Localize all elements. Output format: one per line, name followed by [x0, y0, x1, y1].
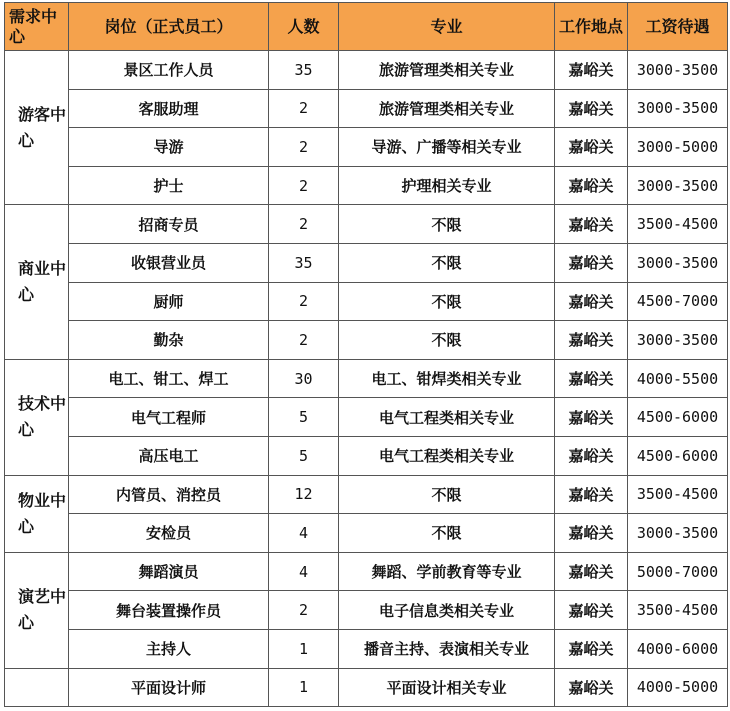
header-major: 专业 — [339, 3, 555, 51]
position-cell: 勤杂 — [69, 321, 269, 360]
location-cell: 嘉峪关 — [555, 591, 628, 630]
count-cell: 5 — [269, 398, 339, 437]
table-row — [5, 321, 728, 360]
salary-cell: 3500-4500 — [628, 205, 728, 244]
table-row — [5, 668, 728, 707]
table-row — [5, 282, 728, 321]
location-cell: 嘉峪关 — [555, 321, 628, 360]
salary-cell: 3000-5000 — [628, 128, 728, 167]
location-cell: 嘉峪关 — [555, 398, 628, 437]
count-cell: 35 — [269, 243, 339, 282]
position-cell: 厨师 — [69, 282, 269, 321]
major-cell: 不限 — [339, 282, 555, 321]
count-cell: 2 — [269, 205, 339, 244]
count-cell: 5 — [269, 436, 339, 475]
location-cell: 嘉峪关 — [555, 668, 628, 707]
major-cell: 电气工程类相关专业 — [339, 436, 555, 475]
table-row — [5, 552, 728, 591]
position-cell: 收银营业员 — [69, 243, 269, 282]
center-cell: 物业中心 — [5, 475, 69, 552]
salary-cell: 4000-6000 — [628, 629, 728, 668]
count-cell: 2 — [269, 89, 339, 128]
location-cell: 嘉峪关 — [555, 205, 628, 244]
position-cell: 内管员、消控员 — [69, 475, 269, 514]
position-cell: 电工、钳工、焊工 — [69, 359, 269, 398]
center-cell: 演艺中心 — [5, 552, 69, 668]
location-cell: 嘉峪关 — [555, 359, 628, 398]
header-salary: 工资待遇 — [628, 3, 728, 51]
location-cell: 嘉峪关 — [555, 128, 628, 167]
salary-cell: 3000-3500 — [628, 321, 728, 360]
position-cell: 高压电工 — [69, 436, 269, 475]
major-cell: 播音主持、表演相关专业 — [339, 629, 555, 668]
major-cell: 不限 — [339, 205, 555, 244]
count-cell: 12 — [269, 475, 339, 514]
salary-cell: 5000-7000 — [628, 552, 728, 591]
table-row — [5, 514, 728, 553]
position-cell: 主持人 — [69, 629, 269, 668]
major-cell: 电气工程类相关专业 — [339, 398, 555, 437]
major-cell: 不限 — [339, 475, 555, 514]
location-cell: 嘉峪关 — [555, 166, 628, 205]
count-cell: 1 — [269, 668, 339, 707]
count-cell: 2 — [269, 321, 339, 360]
salary-cell: 3500-4500 — [628, 591, 728, 630]
center-cell: 游客中心 — [5, 51, 69, 205]
table-row — [5, 128, 728, 167]
table-row — [5, 243, 728, 282]
salary-cell: 4500-6000 — [628, 398, 728, 437]
major-cell: 平面设计相关专业 — [339, 668, 555, 707]
salary-cell: 4500-7000 — [628, 282, 728, 321]
salary-cell: 3500-4500 — [628, 475, 728, 514]
location-cell: 嘉峪关 — [555, 552, 628, 591]
recruitment-table — [4, 2, 728, 707]
salary-cell: 4000-5500 — [628, 359, 728, 398]
location-cell: 嘉峪关 — [555, 51, 628, 90]
position-cell: 电气工程师 — [69, 398, 269, 437]
position-cell: 舞蹈演员 — [69, 552, 269, 591]
center-cell — [5, 668, 69, 707]
header-row — [5, 3, 728, 51]
location-cell: 嘉峪关 — [555, 629, 628, 668]
center-cell: 商业中心 — [5, 205, 69, 359]
table-row — [5, 475, 728, 514]
major-cell: 护理相关专业 — [339, 166, 555, 205]
location-cell: 嘉峪关 — [555, 243, 628, 282]
header-position: 岗位（正式员工） — [69, 3, 269, 51]
table-row — [5, 205, 728, 244]
major-cell: 舞蹈、学前教育等专业 — [339, 552, 555, 591]
table-body — [5, 51, 728, 707]
salary-cell: 3000-3500 — [628, 51, 728, 90]
recruitment-table-wrap — [4, 2, 728, 707]
location-cell: 嘉峪关 — [555, 436, 628, 475]
count-cell: 2 — [269, 591, 339, 630]
major-cell: 电子信息类相关专业 — [339, 591, 555, 630]
table-row — [5, 51, 728, 90]
major-cell: 不限 — [339, 321, 555, 360]
position-cell: 客服助理 — [69, 89, 269, 128]
count-cell: 2 — [269, 166, 339, 205]
major-cell: 电工、钳焊类相关专业 — [339, 359, 555, 398]
position-cell: 招商专员 — [69, 205, 269, 244]
center-cell: 技术中心 — [5, 359, 69, 475]
salary-cell: 3000-3500 — [628, 243, 728, 282]
salary-cell: 4500-6000 — [628, 436, 728, 475]
salary-cell: 3000-3500 — [628, 514, 728, 553]
count-cell: 2 — [269, 128, 339, 167]
table-header — [5, 3, 728, 51]
position-cell: 景区工作人员 — [69, 51, 269, 90]
major-cell: 旅游管理类相关专业 — [339, 51, 555, 90]
table-row — [5, 398, 728, 437]
count-cell: 35 — [269, 51, 339, 90]
table-row — [5, 591, 728, 630]
header-count: 人数 — [269, 3, 339, 51]
table-row — [5, 166, 728, 205]
location-cell: 嘉峪关 — [555, 282, 628, 321]
table-row — [5, 629, 728, 668]
major-cell: 不限 — [339, 243, 555, 282]
position-cell: 护士 — [69, 166, 269, 205]
position-cell: 舞台装置操作员 — [69, 591, 269, 630]
location-cell: 嘉峪关 — [555, 514, 628, 553]
salary-cell: 3000-3500 — [628, 89, 728, 128]
salary-cell: 3000-3500 — [628, 166, 728, 205]
position-cell: 导游 — [69, 128, 269, 167]
table-row — [5, 89, 728, 128]
table-row — [5, 359, 728, 398]
major-cell: 导游、广播等相关专业 — [339, 128, 555, 167]
location-cell: 嘉峪关 — [555, 89, 628, 128]
salary-cell: 4000-5000 — [628, 668, 728, 707]
position-cell: 安检员 — [69, 514, 269, 553]
position-cell: 平面设计师 — [69, 668, 269, 707]
count-cell: 30 — [269, 359, 339, 398]
header-center: 需求中心 — [5, 3, 69, 51]
major-cell: 旅游管理类相关专业 — [339, 89, 555, 128]
table-row — [5, 436, 728, 475]
location-cell: 嘉峪关 — [555, 475, 628, 514]
header-location: 工作地点 — [555, 3, 628, 51]
count-cell: 4 — [269, 552, 339, 591]
major-cell: 不限 — [339, 514, 555, 553]
count-cell: 2 — [269, 282, 339, 321]
count-cell: 4 — [269, 514, 339, 553]
count-cell: 1 — [269, 629, 339, 668]
